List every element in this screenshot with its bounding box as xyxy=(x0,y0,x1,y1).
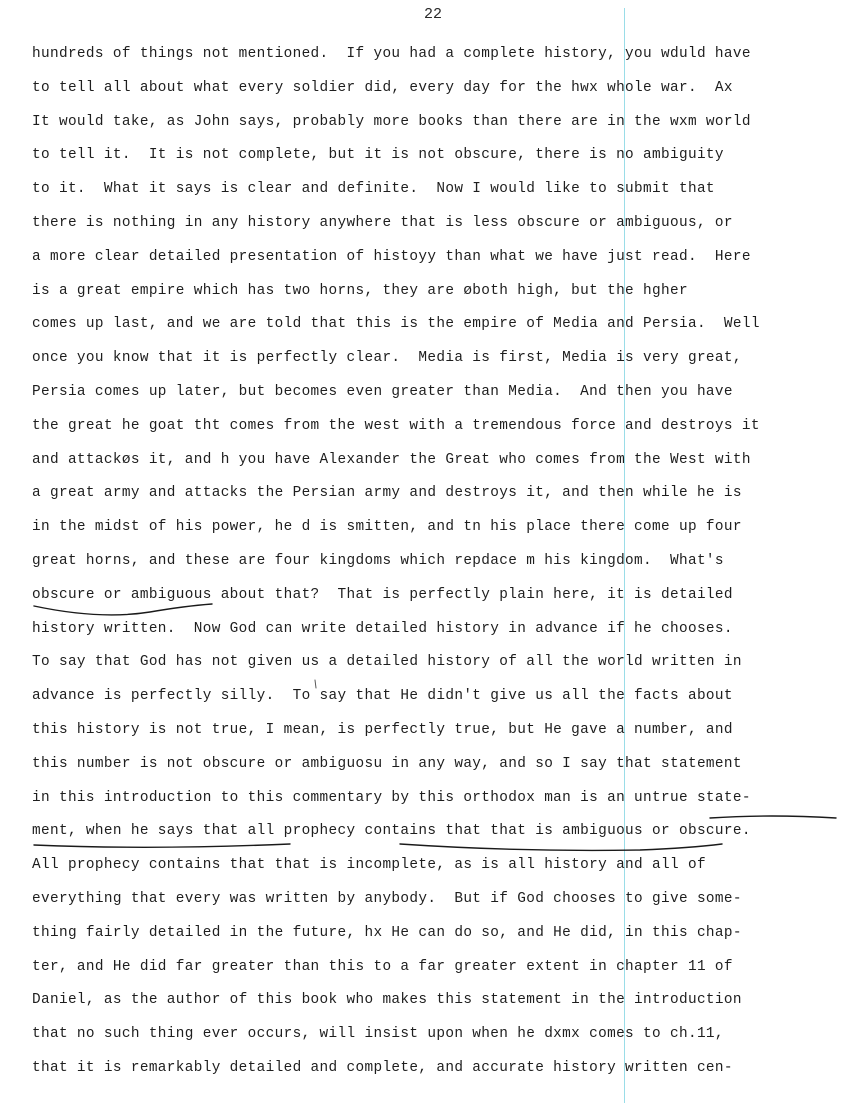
text-line: comes up last, and we are told that this is the empire of Media and Persia. Well xyxy=(32,316,760,333)
text-line: and attackøs it, and h you have Alexander the Great who comes from the West with xyxy=(32,451,751,468)
text-line: in the midst of his power, he d is smitten, and tn his place there come up four xyxy=(32,519,742,536)
text-line: there is nothing in any history anywhere that is less obscure or ambiguous, or xyxy=(32,214,733,231)
text-line: that it is remarkably detailed and complete, and accurate history written cen- xyxy=(32,1059,733,1076)
text-line: everything that every was written by anybody. But if God chooses to give some- xyxy=(32,890,742,907)
text-line: ment, when he says that all prophecy contains that that is ambiguous or obscure. xyxy=(32,823,751,840)
text-line: a more clear detailed presentation of histoyy than what we have just read. Here xyxy=(32,248,751,265)
text-line: this number is not obscure or ambiguosu in any way, and so I say that statement xyxy=(32,755,742,772)
text-line: All prophecy contains that that is incomplete, as is all history and all of xyxy=(32,857,706,874)
text-line: to it. What it says is clear and definite. Now I would like to submit that xyxy=(32,181,715,198)
text-line: a great army and attacks the Persian army and destroys it, and then while he is xyxy=(32,485,742,502)
text-line: obscure or ambiguous about that? That is perfectly plain here, it is detailed xyxy=(32,586,733,603)
text-line: to tell it. It is not complete, but it is not obscure, there is no ambiguity xyxy=(32,147,724,164)
text-line: thing fairly detailed in the future, hx He can do so, and He did, in this chap- xyxy=(32,924,742,941)
text-line: this history is not true, I mean, is perfectly true, but He gave a number, and xyxy=(32,721,733,738)
text-line: to tell all about what every soldier did, every day for the hwx whole war. Ax xyxy=(32,79,733,96)
text-line: great horns, and these are four kingdoms which repdace m his kingdom. What's xyxy=(32,552,724,569)
text-line: the great he goat tht comes from the west with a tremendous force and destroys it xyxy=(32,417,760,434)
text-line: in this introduction to this commentary by this orthodox man is an untrue state- xyxy=(32,789,751,806)
typed-body-text xyxy=(32,42,760,1090)
page-number: 22 xyxy=(424,6,443,23)
text-line: is a great empire which has two horns, they are øboth high, but the hgher xyxy=(32,282,688,299)
text-line: history written. Now God can write detailed history in advance if he chooses. xyxy=(32,620,733,637)
text-line: Daniel, as the author of this book who makes this statement in the introduction xyxy=(32,992,742,1009)
text-line: hundreds of things not mentioned. If you had a complete history, you wduld have xyxy=(32,46,751,62)
text-line: It would take, as John says, probably more books than there are in the wxm world xyxy=(32,113,751,130)
text-line: To say that God has not given us a detailed history of all the world written in xyxy=(32,654,742,671)
text-line: once you know that it is perfectly clear. Media is first, Media is very great, xyxy=(32,350,742,367)
text-line: ter, and He did far greater than this to a far greater extent in chapter 11 of xyxy=(32,958,733,975)
text-line: that no such thing ever occurs, will insist upon when he dxmx comes to ch.11, xyxy=(32,1026,724,1043)
text-line: Persia comes up later, but becomes even greater than Media. And then you have xyxy=(32,383,733,400)
text-line: advance is perfectly silly. To say that He didn't give us all the facts about xyxy=(32,688,733,705)
